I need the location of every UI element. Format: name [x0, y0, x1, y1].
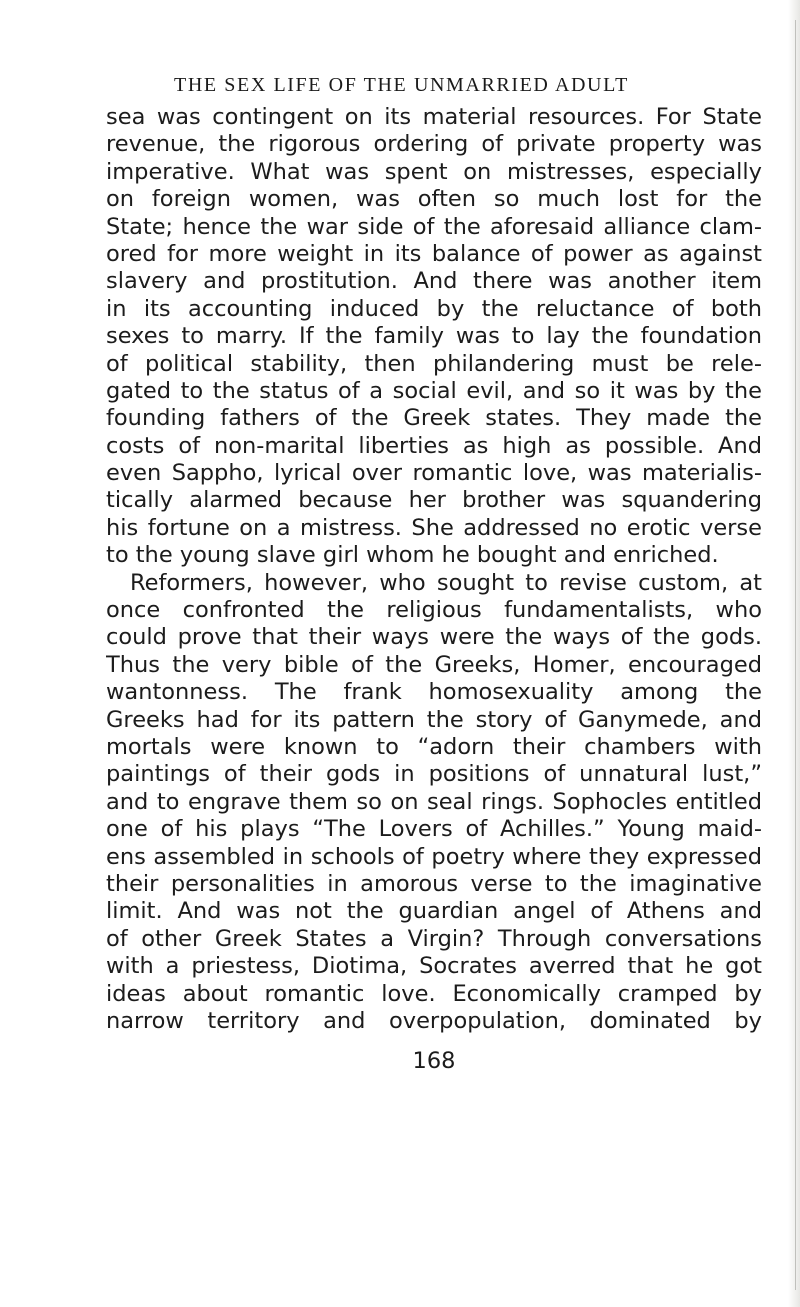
running-head: THE SEX LIFE OF THE UNMARRIED ADULT: [174, 74, 629, 96]
text-line: Reformers, however, who sought to revise custom, at: [130, 569, 762, 596]
text-line: revenue, the rigorous ordering of private property was: [106, 131, 762, 158]
text-line: Thus the very bible of the Greeks, Homer, encouraged: [106, 651, 762, 678]
text-line: mortals were known to “adorn their chambers with: [106, 733, 762, 760]
text-line: costs of non-marital liberties as high as possible. And: [106, 432, 762, 459]
body-text: [106, 104, 762, 1035]
text-line: one of his plays “The Lovers of Achilles.” Young maid-: [106, 816, 762, 843]
text-line: and to engrave them so on seal rings. Sophocles entitled: [106, 788, 762, 815]
text-line: limit. And was not the guardian angel of Athens and: [106, 898, 762, 925]
text-line: on foreign women, was often so much lost for the: [106, 186, 762, 213]
text-line: of other Greek States a Virgin? Through conversations: [106, 925, 762, 952]
text-line: Greeks had for its pattern the story of Ganymede, and: [106, 706, 762, 733]
text-line: ored for more weight in its balance of power as against: [106, 240, 762, 267]
text-line: imperative. What was spent on mistresses, especially: [106, 158, 762, 185]
text-line: even Sappho, lyrical over romantic love, was materialis-: [106, 460, 762, 487]
text-line: to the young slave girl whom he bought and enriched.: [106, 542, 719, 569]
text-line: slavery and prostitution. And there was another item: [106, 268, 762, 295]
text-line: wantonness. The frank homosexuality among the: [106, 679, 762, 706]
text-line: ens assembled in schools of poetry where they expressed: [106, 843, 762, 870]
text-line: ideas about romantic love. Economically cramped by: [106, 980, 762, 1007]
text-line: in its accounting induced by the reluctance of both: [106, 295, 762, 322]
text-line: could prove that their ways were the ways of the gods.: [106, 624, 762, 651]
text-line: once confronted the religious fundamentalists, who: [106, 597, 762, 624]
text-line: tically alarmed because her brother was squandering: [106, 487, 762, 514]
text-line: narrow territory and overpopulation, dominated by: [106, 1007, 762, 1034]
text-line: founding fathers of the Greek states. They made the: [106, 405, 762, 432]
page-edge-shadow: [788, 0, 800, 1307]
text-line: of political stability, then philandering must be rele-: [106, 350, 762, 377]
text-line: paintings of their gods in positions of unnatural lust,”: [106, 761, 762, 788]
page-number: 168: [412, 1048, 456, 1074]
text-line: sea was contingent on its material resources. For State: [106, 104, 762, 130]
page-edge-line: [795, 20, 796, 1290]
text-line: their personalities in amorous verse to the imaginative: [106, 870, 762, 897]
text-line: his fortune on a mistress. She addressed no erotic verse: [106, 514, 762, 541]
text-line: State; hence the war side of the aforesaid alliance clam-: [106, 213, 762, 240]
text-line: gated to the status of a social evil, and so it was by the: [106, 377, 762, 404]
text-line: with a priestess, Diotima, Socrates averred that he got: [106, 953, 762, 980]
text-line: sexes to marry. If the family was to lay the foundation: [106, 323, 762, 350]
